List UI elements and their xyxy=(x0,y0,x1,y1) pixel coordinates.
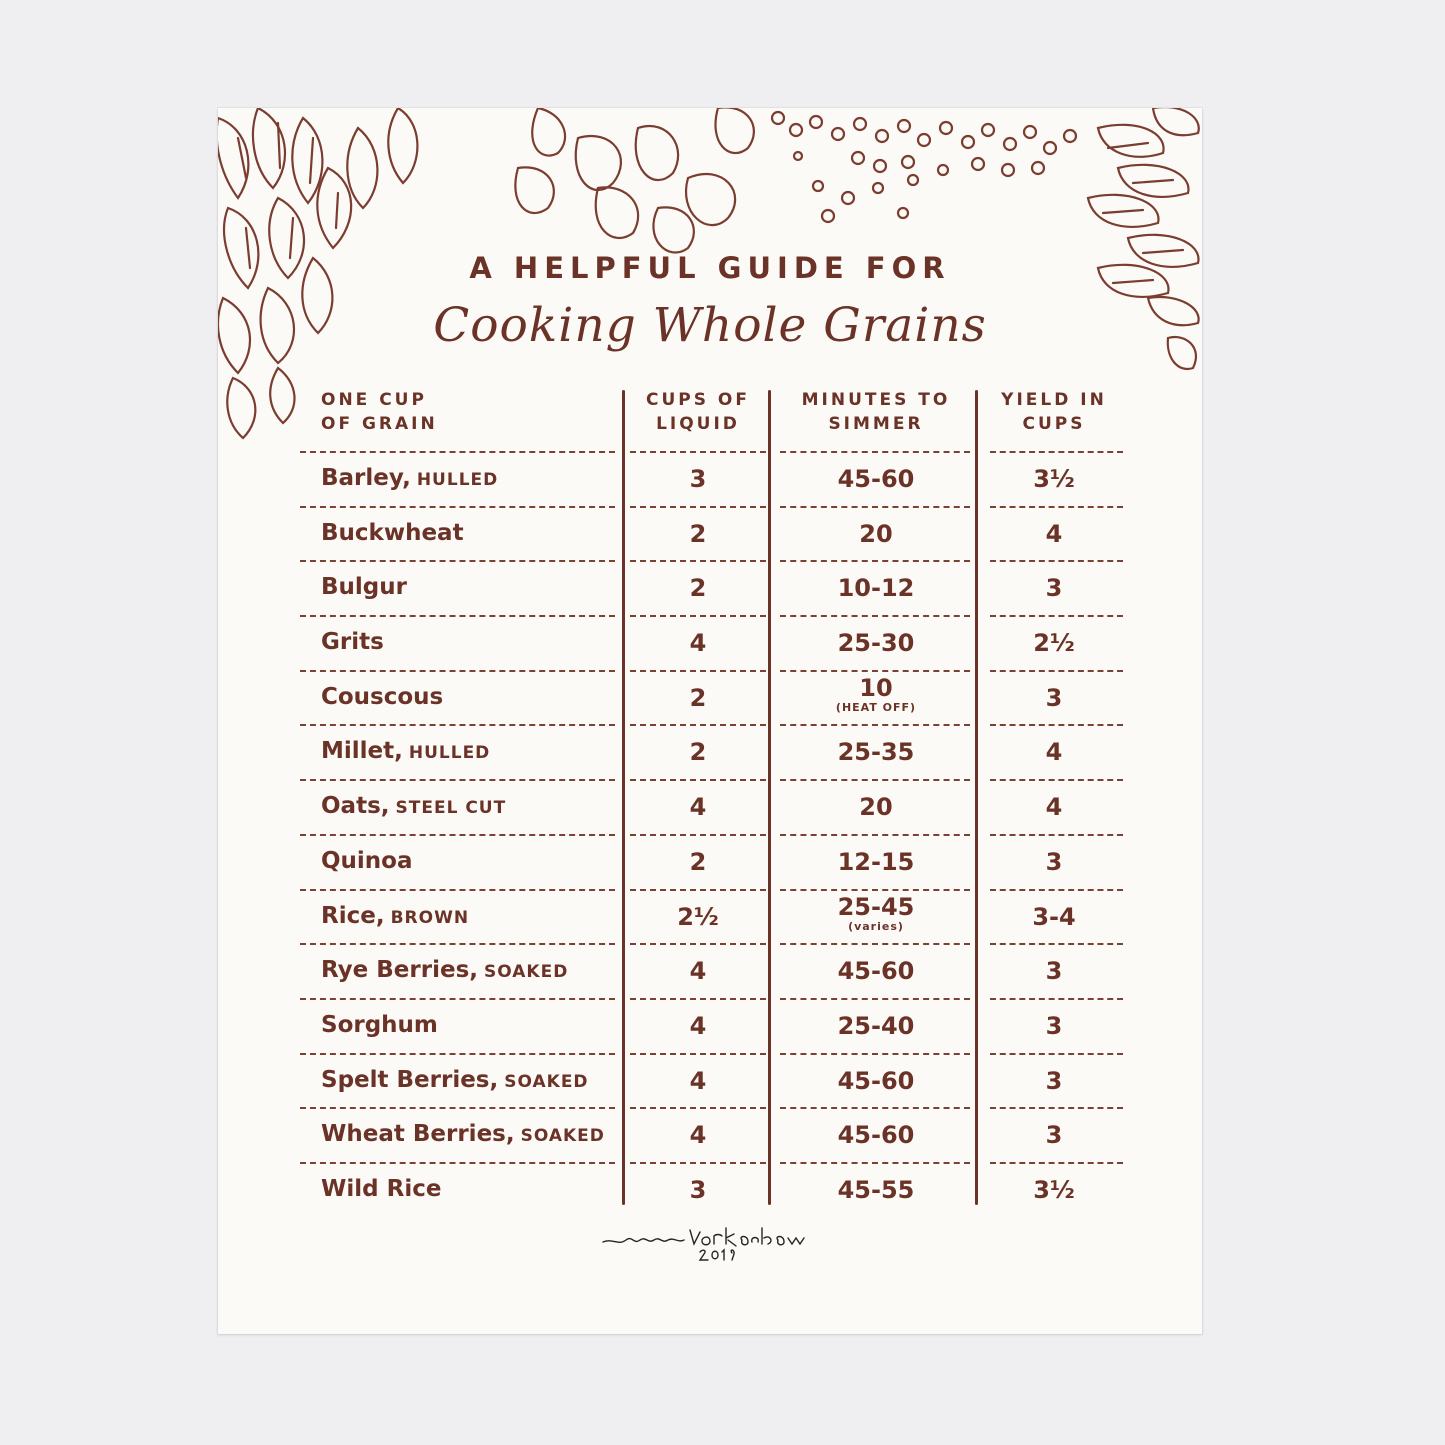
simmer-cell xyxy=(773,893,979,932)
grain-note: SOAKED xyxy=(520,1126,605,1147)
simmer-value: 45-60 xyxy=(837,1066,915,1095)
row-separator xyxy=(780,834,970,836)
simmer-value: 45-60 xyxy=(837,465,915,493)
grain-note: BROWN xyxy=(390,907,470,928)
row-separator xyxy=(780,615,970,617)
header-simmer xyxy=(773,388,979,436)
liquid-cell: 3 xyxy=(689,1175,707,1204)
row-separator xyxy=(990,998,1123,1000)
simmer-cell xyxy=(773,1012,979,1040)
liquid-cell: 4 xyxy=(689,1011,707,1040)
row-separator xyxy=(300,943,615,945)
grain-name-cell xyxy=(321,1176,441,1202)
row-separator xyxy=(990,779,1123,781)
simmer-cell xyxy=(773,629,979,657)
grain-name-cell xyxy=(321,738,490,764)
row-separator xyxy=(300,724,615,726)
row-separator xyxy=(300,451,615,453)
row-separator xyxy=(300,889,615,891)
header-yield-line1: YIELD IN xyxy=(1001,390,1107,410)
row-separator xyxy=(990,724,1123,726)
simmer-cell xyxy=(773,574,979,602)
liquid-cell: 3 xyxy=(689,465,707,493)
grain-name-cell xyxy=(321,1121,605,1147)
yield-cell: 3½ xyxy=(1033,1175,1075,1204)
row-separator xyxy=(300,615,615,617)
row-separator xyxy=(780,724,970,726)
simmer-cell xyxy=(773,738,979,766)
simmer-value: 10-12 xyxy=(837,574,915,603)
row-separator xyxy=(780,506,970,508)
row-separator xyxy=(990,560,1123,562)
grain-name: Barley, xyxy=(321,465,411,491)
yield-cell: 4 xyxy=(1045,793,1063,822)
header-simmer-line1: MINUTES TO xyxy=(801,390,951,410)
row-separator xyxy=(990,670,1123,672)
yield-cell: 3 xyxy=(1045,957,1063,986)
row-separator xyxy=(780,779,970,781)
row-separator xyxy=(630,943,766,945)
table-row xyxy=(218,451,1202,506)
header-yield xyxy=(979,388,1129,436)
grain-name: Sorghum xyxy=(321,1011,438,1038)
grain-name-cell xyxy=(321,629,384,655)
poster-kicker: A HELPFUL GUIDE FOR xyxy=(469,251,951,285)
row-separator xyxy=(780,451,970,453)
table-row xyxy=(218,943,1202,998)
grain-note: SOAKED xyxy=(504,1071,589,1092)
header-simmer-line2: SIMMER xyxy=(828,414,924,434)
table-row xyxy=(218,615,1202,670)
grain-name-cell xyxy=(321,1012,438,1038)
simmer-value: 12-15 xyxy=(837,847,915,876)
grain-name: Millet, xyxy=(321,738,403,765)
simmer-cell xyxy=(773,520,979,548)
table-row xyxy=(218,506,1202,561)
table-row xyxy=(218,1107,1202,1162)
grain-name: Rye Berries, xyxy=(321,957,479,984)
row-separator xyxy=(990,506,1123,508)
liquid-cell: 4 xyxy=(689,1066,707,1095)
simmer-value: 20 xyxy=(859,519,893,548)
row-separator xyxy=(630,1162,766,1164)
grain-table-body xyxy=(218,451,1202,1217)
row-separator xyxy=(780,1053,970,1055)
yield-cell: 3 xyxy=(1045,574,1063,603)
row-separator xyxy=(990,451,1123,453)
table-row xyxy=(218,779,1202,834)
row-separator xyxy=(300,560,615,562)
grain-name: Buckwheat xyxy=(321,519,464,546)
table-row xyxy=(218,1053,1202,1108)
liquid-cell: 2 xyxy=(689,519,707,548)
header-yield-line2: CUPS xyxy=(1022,414,1086,434)
yield-cell: 3½ xyxy=(1033,465,1075,493)
yield-cell: 4 xyxy=(1045,738,1063,767)
grain-name-cell xyxy=(321,848,413,874)
simmer-cell xyxy=(773,1121,979,1149)
liquid-cell: 2 xyxy=(689,574,707,603)
simmer-value: 25-40 xyxy=(837,1011,915,1040)
simmer-cell xyxy=(773,957,979,985)
row-separator xyxy=(630,1053,766,1055)
signature-mark xyxy=(598,1220,818,1270)
liquid-cell: 4 xyxy=(689,793,707,822)
row-separator xyxy=(300,1053,615,1055)
row-separator xyxy=(990,834,1123,836)
grain-name: Spelt Berries, xyxy=(321,1066,499,1093)
row-separator xyxy=(300,998,615,1000)
poster-sheet xyxy=(218,108,1202,1334)
simmer-value: 45-55 xyxy=(837,1175,915,1204)
liquid-cell: 4 xyxy=(689,957,707,986)
row-separator xyxy=(990,943,1123,945)
table-row xyxy=(218,724,1202,779)
grain-name: Couscous xyxy=(321,683,444,710)
row-separator xyxy=(990,1053,1123,1055)
header-liquid xyxy=(623,388,773,436)
yield-cell: 3 xyxy=(1045,1066,1063,1095)
simmer-cell xyxy=(773,1176,979,1204)
liquid-cell: 2 xyxy=(689,683,707,712)
grain-name-cell xyxy=(321,684,443,710)
row-separator xyxy=(630,506,766,508)
poster-title: Cooking Whole Grains xyxy=(433,298,987,353)
row-separator xyxy=(990,1107,1123,1109)
grain-note: HULLED xyxy=(408,743,491,764)
grain-name: Grits xyxy=(321,629,384,656)
grain-note: STEEL CUT xyxy=(395,798,507,819)
grain-note: HULLED xyxy=(416,470,499,490)
simmer-value: 45-60 xyxy=(837,957,915,986)
simmer-cell xyxy=(773,848,979,876)
row-separator xyxy=(630,451,766,453)
row-separator xyxy=(780,1162,970,1164)
table-row xyxy=(218,1162,1202,1217)
grain-name-cell xyxy=(321,957,568,983)
row-separator xyxy=(630,1107,766,1109)
row-separator xyxy=(300,506,615,508)
row-separator xyxy=(780,943,970,945)
artist-signature xyxy=(598,1220,818,1270)
liquid-cell: 2 xyxy=(689,847,707,876)
simmer-value: 45-60 xyxy=(837,1121,915,1150)
row-separator xyxy=(630,615,766,617)
grain-name: Bulgur xyxy=(321,574,407,601)
simmer-value: 20 xyxy=(859,793,893,822)
row-separator xyxy=(780,998,970,1000)
grain-name-cell xyxy=(321,903,469,929)
grain-name-cell xyxy=(321,574,407,600)
simmer-value: 25-30 xyxy=(837,629,915,658)
yield-cell: 3 xyxy=(1045,683,1063,712)
row-separator xyxy=(300,1107,615,1109)
row-separator xyxy=(630,560,766,562)
row-separator xyxy=(990,889,1123,891)
row-separator xyxy=(630,998,766,1000)
row-separator xyxy=(630,889,766,891)
yield-cell: 3-4 xyxy=(1032,902,1076,931)
simmer-note: (varies) xyxy=(848,919,904,933)
table-row xyxy=(218,560,1202,615)
grain-name-cell xyxy=(321,520,464,546)
simmer-value: 10 xyxy=(859,673,893,702)
header-liquid-line1: CUPS OF xyxy=(646,390,750,410)
row-separator xyxy=(990,1162,1123,1164)
simmer-note: (HEAT OFF) xyxy=(835,700,917,714)
table-row xyxy=(218,834,1202,889)
row-separator xyxy=(780,1107,970,1109)
grain-name: Rice, xyxy=(321,902,385,929)
row-separator xyxy=(780,889,970,891)
yield-cell: 2½ xyxy=(1033,629,1075,658)
liquid-cell: 2 xyxy=(689,738,707,767)
row-separator xyxy=(300,670,615,672)
grain-name: Oats, xyxy=(321,793,390,820)
yield-cell: 3 xyxy=(1045,847,1063,876)
header-grain-line1: ONE CUP xyxy=(321,390,427,410)
yield-cell: 4 xyxy=(1045,519,1063,548)
table-row xyxy=(218,670,1202,725)
liquid-cell: 4 xyxy=(689,629,707,658)
simmer-cell xyxy=(773,465,979,493)
row-separator xyxy=(780,670,970,672)
grain-name-cell xyxy=(321,1067,589,1093)
simmer-value: 25-35 xyxy=(837,738,915,767)
yield-cell: 3 xyxy=(1045,1121,1063,1150)
grain-name: Wild Rice xyxy=(321,1175,442,1202)
simmer-cell xyxy=(773,1067,979,1095)
table-row xyxy=(218,889,1202,944)
row-separator xyxy=(630,779,766,781)
grain-name-cell xyxy=(321,465,498,491)
row-separator xyxy=(630,670,766,672)
table-row xyxy=(218,998,1202,1053)
row-separator xyxy=(630,834,766,836)
simmer-cell xyxy=(773,793,979,821)
grain-note: SOAKED xyxy=(484,962,569,983)
row-separator xyxy=(300,779,615,781)
row-separator xyxy=(300,834,615,836)
grain-name: Wheat Berries, xyxy=(321,1121,515,1148)
row-separator xyxy=(300,1162,615,1164)
header-grain-line2: OF GRAIN xyxy=(321,414,438,434)
grain-name: Quinoa xyxy=(321,847,413,874)
liquid-cell: 2½ xyxy=(677,902,719,931)
simmer-value: 25-45 xyxy=(837,892,915,921)
grain-name-cell xyxy=(321,793,506,819)
liquid-cell: 4 xyxy=(689,1121,707,1150)
row-separator xyxy=(990,615,1123,617)
header-liquid-line2: LIQUID xyxy=(656,414,740,434)
header-grain xyxy=(321,388,438,436)
row-separator xyxy=(780,560,970,562)
simmer-cell xyxy=(773,674,979,713)
yield-cell: 3 xyxy=(1045,1011,1063,1040)
row-separator xyxy=(630,724,766,726)
